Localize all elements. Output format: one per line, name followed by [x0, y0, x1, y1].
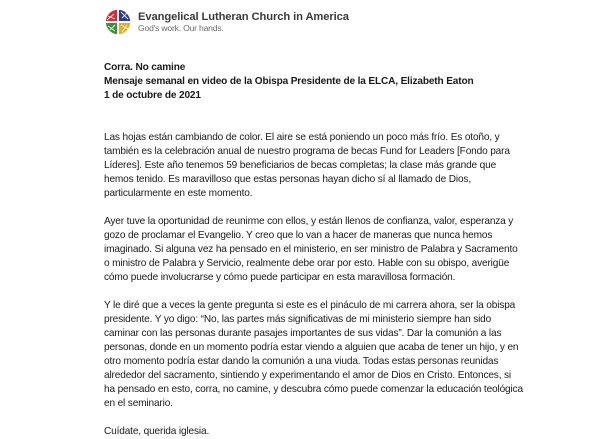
paragraph-line: particularmente en este momento. [104, 188, 253, 199]
paragraph-line: caminar con las personas durante pasajes importantes de sus vidas”. Dar la comunión a las [104, 328, 502, 339]
paragraph-line: Y le diré que a veces la gente pregunta si este es el pináculo de mi carrera ahora, ser la obispa [104, 300, 516, 311]
paragraph-line: gozo de proclamar el Evangelio. Y creo que lo van a hacer de maneras que nunca hemos [104, 230, 493, 241]
paragraph-2 [104, 215, 524, 285]
organization-tagline: God's work. Our hands. [138, 22, 224, 33]
paragraph-line: personas, donde en un momento podría estar viendo a alguien que acaba de tener un hijo, y en [104, 342, 519, 353]
paragraph-line: otro momento podría estar dando la comunión a una viuda. Todas estas personas reunidas [104, 356, 499, 367]
closing-line: Cuídate, querida iglesia. [104, 426, 210, 437]
document-heading [104, 61, 524, 103]
paragraph-1 [104, 131, 524, 201]
paragraph-line: ha pensado en esto, corra, no camine, y descubra cómo puede comenzar la educación teológica [104, 384, 523, 395]
elca-cross-logo-icon [105, 9, 131, 35]
paragraph-3 [104, 299, 524, 411]
paragraph-line: en el seminario. [104, 398, 173, 409]
document-body [104, 61, 524, 439]
paragraph-line: también es la celebración anual de nuestro programa de becas Fund for Leaders [Fondo para [104, 146, 510, 157]
paragraph-line: hemos tenido. Es maravilloso que estas personas hayan dicho sí al llamado de Dios, [104, 174, 471, 185]
letterhead [105, 9, 349, 35]
paragraph-line: alrededor del sacramento, sintiendo y experimentando el amor de Dios en Cristo. Entonces, si [104, 370, 511, 381]
document-date: 1 de octubre de 2021 [104, 90, 201, 101]
paragraph-line: Ayer tuve la oportunidad de reunirme con ellos, y están llenos de confianza, valor, esperanza y [104, 216, 514, 227]
paragraph-line: presidente. Y yo digo: “No, las partes más significativas de mi ministerio siempre han sido [104, 314, 492, 325]
paragraph-line: imaginado. Si alguna vez ha pensado en el ministerio, en ser ministro de Palabra y Sacramento [104, 244, 518, 255]
paragraph-line: Líderes]. Este año tenemos 59 beneficiarios de becas completas; la clase más grande que [104, 160, 497, 171]
organization-name: Evangelical Lutheran Church in America [138, 10, 349, 23]
closing-paragraph [104, 425, 524, 439]
paragraph-line: Las hojas están cambiando de color. El aire se está poniendo un poco más frío. Es otoño, y [104, 132, 500, 143]
paragraph-line: o ministro de Palabra y Servicio, realmente debe orar por esto. Hable con su obispo, averigüe [104, 258, 510, 269]
document-title: Corra. No camine [104, 62, 186, 73]
document-subtitle: Mensaje semanal en video de la Obispa Presidente de la ELCA, Elizabeth Eaton [104, 76, 474, 87]
paragraph-line: cómo puede involucrarse y cómo puede participar en esta maravillosa formación. [104, 272, 456, 283]
